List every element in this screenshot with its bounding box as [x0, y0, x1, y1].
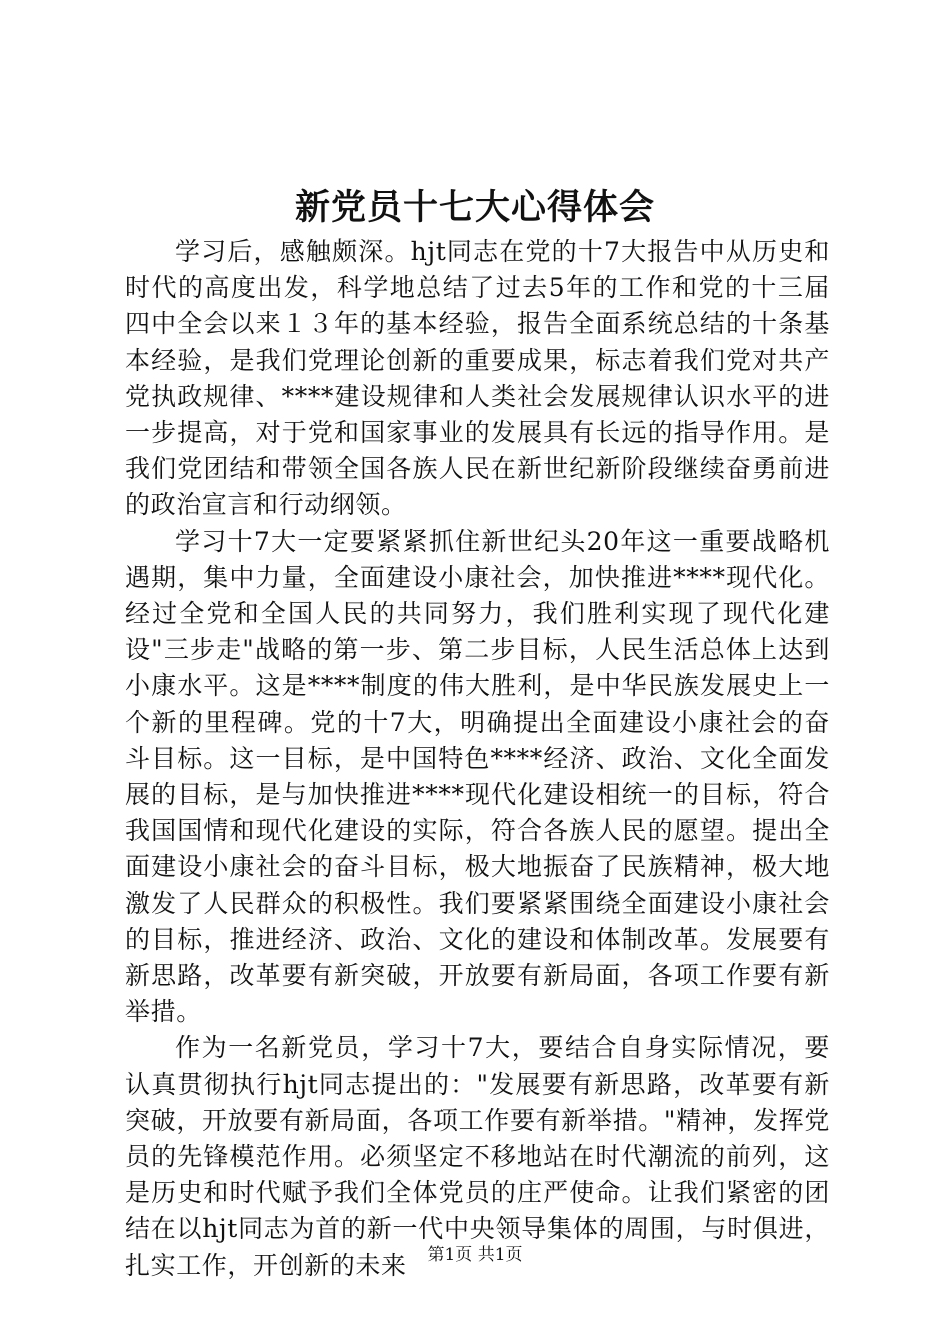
- document-body: [125, 234, 830, 1284]
- document-title: 新党员十七大心得体会: [294, 187, 655, 228]
- body-paragraph-2: 学习十7大一定要紧紧抓住新世纪头20年这一重要战略机遇期，集中力量，全面建设小康社会，加快推进****现代化。经过全党和全国人民的共同努力，我们胜利实现了现代化建设"三步走"战略的第一步、第二步目标，人民生活总体上达到小康水平。这是****制度的伟大胜利，是中华民族发展史上一个新的里程碑。党的十7大，明确提出全面建设小康社会的奋斗目标。这一目标，是中国特色****经济、政治、文化全面发展的目标，是与加快推进****现代化建设相统一的目标，符合我国国情和现代化建设的实际，符合各族人民的愿望。提出全面建设小康社会的奋斗目标，极大地振奋了民族精神，极大地激发了人民群众的积极性。我们要紧紧围绕全面建设小康社会的目标，推进经济、政治、文化的建设和体制改革。发展要有新思路，改革要有新突破，开放要有新局面，各项工作要有新举措。: [125, 526, 830, 1027]
- body-paragraph-1: 学习后，感触颇深。hjt同志在党的十7大报告中从历史和时代的高度出发，科学地总结了过去5年的工作和党的十三届四中全会以来１３年的基本经验，报告全面系统总结的十条基本经验，是我们党理论创新的重要成果，标志着我们党对共产党执政规律、****建设规律和人类社会发展规律认识水平的进一步提高，对于党和国家事业的发展具有长远的指导作用。是我们党团结和带领全国各族人民在新世纪新阶段继续奋勇前进的政治宣言和行动纲领。: [125, 237, 830, 520]
- body-paragraph-3: 作为一名新党员，学习十7大，要结合自身实际情况，要认真贯彻执行hjt同志提出的："发展要有新思路，改革要有新突破，开放要有新局面，各项工作要有新举措。"精神，发挥党员的先锋模范作用。必须坚定不移地站在时代潮流的前列，这是历史和时代赋予我们全体党员的庄严使命。让我们紧密的团结在以hjt同志为首的新一代中央领导集体的周围，与时俱进，扎实工作，开创新的未来: [125, 1033, 830, 1280]
- page-footer: 第1页 共1页: [427, 1245, 523, 1265]
